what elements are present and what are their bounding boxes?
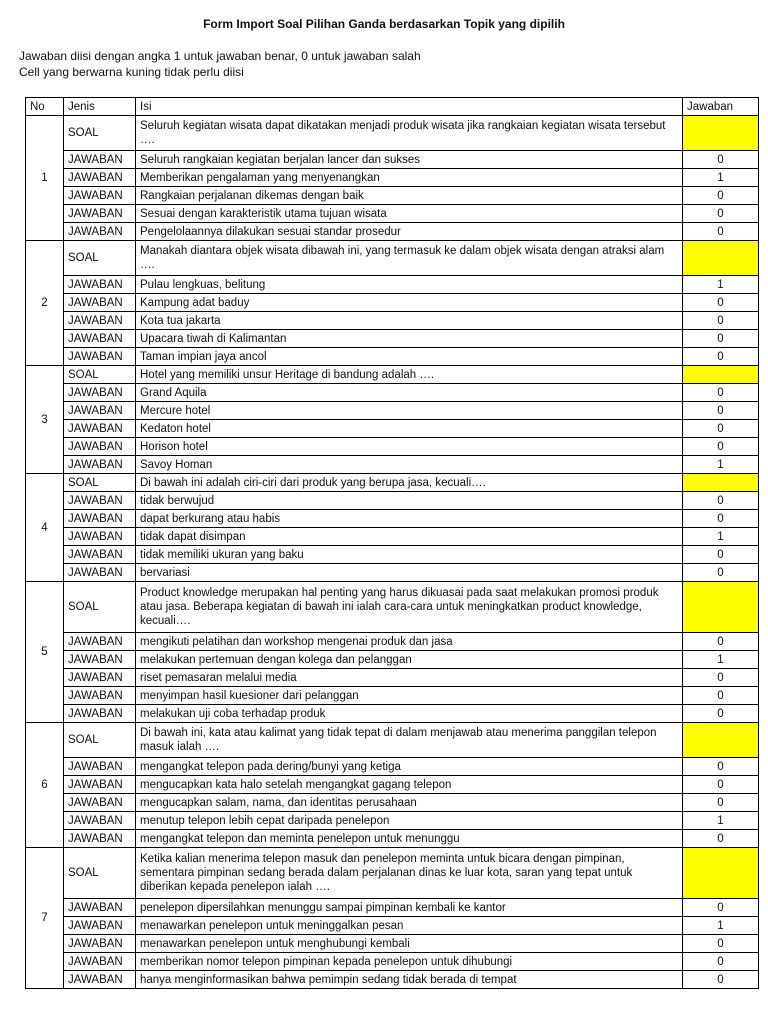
answer-type-label: JAWABAN <box>64 402 136 420</box>
answer-value-cell[interactable]: 1 <box>683 276 759 294</box>
answer-type-label: JAWABAN <box>64 223 136 241</box>
answer-type-label: JAWABAN <box>64 348 136 366</box>
header-jawaban: Jawaban <box>683 98 759 116</box>
answer-type-label: JAWABAN <box>64 953 136 971</box>
question-row <box>26 723 759 758</box>
answer-text-cell[interactable]: Sesuai dengan karakteristik utama tujuan wisata <box>136 205 683 223</box>
question-number: 2 <box>26 241 64 366</box>
answer-text-cell[interactable]: Taman impian jaya ancol <box>136 348 683 366</box>
answer-value-cell[interactable]: 0 <box>683 402 759 420</box>
answer-row <box>26 794 759 812</box>
answer-text-cell[interactable]: melakukan uji coba terhadap produk <box>136 705 683 723</box>
answer-type-label: JAWABAN <box>64 528 136 546</box>
answer-row <box>26 546 759 564</box>
question-table-body <box>26 116 759 989</box>
answer-text-cell[interactable]: riset pemasaran melalui media <box>136 669 683 687</box>
answer-value-cell[interactable]: 0 <box>683 438 759 456</box>
answer-text-cell[interactable]: penelepon dipersilahkan menunggu sampai pimpinan kembali ke kantor <box>136 899 683 917</box>
header-jenis: Jenis <box>64 98 136 116</box>
answer-row <box>26 330 759 348</box>
answer-text-cell[interactable]: Mercure hotel <box>136 402 683 420</box>
question-number: 4 <box>26 474 64 582</box>
answer-value-cell[interactable]: 0 <box>683 633 759 651</box>
instruction-line-1: Jawaban diisi dengan angka 1 untuk jawaban benar, 0 untuk jawaban salah <box>19 49 421 63</box>
question-number: 3 <box>26 366 64 474</box>
answer-type-label: JAWABAN <box>64 456 136 474</box>
document-title: Form Import Soal Pilihan Ganda berdasarkan Topik yang dipilih <box>203 17 565 31</box>
answer-type-label: JAWABAN <box>64 510 136 528</box>
answer-text-cell[interactable]: tidak dapat disimpan <box>136 528 683 546</box>
answer-value-cell[interactable]: 0 <box>683 205 759 223</box>
soal-text-cell[interactable]: Di bawah ini adalah ciri-ciri dari produk yang berupa jasa, kecuali…. <box>136 474 683 492</box>
soal-label: SOAL <box>64 241 136 276</box>
answer-value-cell[interactable]: 0 <box>683 187 759 205</box>
answer-text-cell[interactable]: bervariasi <box>136 564 683 582</box>
answer-type-label: JAWABAN <box>64 330 136 348</box>
answer-value-cell[interactable]: 0 <box>683 330 759 348</box>
answer-text-cell[interactable]: melakukan pertemuan dengan kolega dan pelanggan <box>136 651 683 669</box>
answer-type-label: JAWABAN <box>64 151 136 169</box>
answer-row <box>26 705 759 723</box>
answer-value-cell[interactable]: 0 <box>683 564 759 582</box>
answer-type-label: JAWABAN <box>64 758 136 776</box>
soal-jawaban-cell-disabled <box>683 366 759 384</box>
answer-text-cell[interactable]: Rangkaian perjalanan dikemas dengan baik <box>136 187 683 205</box>
answer-row <box>26 187 759 205</box>
answer-row <box>26 669 759 687</box>
answer-row <box>26 420 759 438</box>
instruction-line-2: Cell yang berwarna kuning tidak perlu diisi <box>19 65 244 79</box>
answer-value-cell[interactable]: 0 <box>683 953 759 971</box>
question-row <box>26 582 759 633</box>
answer-row <box>26 812 759 830</box>
answer-text-cell[interactable]: tidak memiliki ukuran yang baku <box>136 546 683 564</box>
answer-type-label: JAWABAN <box>64 187 136 205</box>
answer-row <box>26 276 759 294</box>
question-number: 7 <box>26 848 64 989</box>
answer-row <box>26 294 759 312</box>
question-row <box>26 848 759 899</box>
answer-row <box>26 776 759 794</box>
answer-text-cell[interactable]: menawarkan penelepon untuk meninggalkan pesan <box>136 917 683 935</box>
answer-value-cell[interactable]: 0 <box>683 492 759 510</box>
answer-value-cell[interactable]: 1 <box>683 812 759 830</box>
soal-jawaban-cell-disabled <box>683 582 759 633</box>
answer-value-cell[interactable]: 0 <box>683 794 759 812</box>
answer-text-cell[interactable]: Savoy Homan <box>136 456 683 474</box>
soal-jawaban-cell-disabled <box>683 241 759 276</box>
answer-value-cell[interactable]: 0 <box>683 705 759 723</box>
answer-value-cell[interactable]: 1 <box>683 169 759 187</box>
answer-type-label: JAWABAN <box>64 546 136 564</box>
answer-value-cell[interactable]: 1 <box>683 528 759 546</box>
answer-row <box>26 917 759 935</box>
answer-row <box>26 528 759 546</box>
answer-value-cell[interactable]: 0 <box>683 420 759 438</box>
answer-value-cell[interactable]: 0 <box>683 935 759 953</box>
question-row <box>26 366 759 384</box>
answer-type-label: JAWABAN <box>64 935 136 953</box>
soal-text-cell[interactable]: Seluruh kegiatan wisata dapat dikatakan menjadi produk wisata jika rangkaian kegiatan wisata tersebut …. <box>136 116 683 151</box>
answer-text-cell[interactable]: Memberikan pengalaman yang menyenangkan <box>136 169 683 187</box>
answer-value-cell[interactable]: 1 <box>683 651 759 669</box>
answer-text-cell[interactable]: Grand Aquila <box>136 384 683 402</box>
soal-text-cell[interactable]: Di bawah ini, kata atau kalimat yang tidak tepat di dalam menjawab atau menerima panggilan telepon masuk ialah …. <box>136 723 683 758</box>
answer-type-label: JAWABAN <box>64 312 136 330</box>
soal-text-cell[interactable]: Manakah diantara objek wisata dibawah ini, yang termasuk ke dalam objek wisata dengan atraksi alam …. <box>136 241 683 276</box>
answer-value-cell[interactable]: 0 <box>683 758 759 776</box>
soal-jawaban-cell-disabled <box>683 474 759 492</box>
answer-type-label: JAWABAN <box>64 492 136 510</box>
answer-type-label: JAWABAN <box>64 776 136 794</box>
answer-text-cell[interactable]: Kampung adat baduy <box>136 294 683 312</box>
answer-row <box>26 971 759 989</box>
soal-label: SOAL <box>64 848 136 899</box>
soal-jawaban-cell-disabled <box>683 116 759 151</box>
soal-label: SOAL <box>64 723 136 758</box>
soal-text-cell[interactable]: Hotel yang memiliki unsur Heritage di bandung adalah …. <box>136 366 683 384</box>
question-row <box>26 116 759 151</box>
question-row <box>26 241 759 276</box>
question-table <box>25 97 759 989</box>
answer-text-cell[interactable]: Kota tua jakarta <box>136 312 683 330</box>
answer-value-cell[interactable]: 0 <box>683 971 759 989</box>
question-number: 5 <box>26 582 64 723</box>
answer-row <box>26 510 759 528</box>
answer-text-cell[interactable]: Horison hotel <box>136 438 683 456</box>
answer-row <box>26 205 759 223</box>
answer-value-cell[interactable]: 0 <box>683 687 759 705</box>
answer-value-cell[interactable]: 0 <box>683 348 759 366</box>
answer-text-cell[interactable]: Upacara tiwah di Kalimantan <box>136 330 683 348</box>
answer-type-label: JAWABAN <box>64 651 136 669</box>
answer-text-cell[interactable]: tidak berwujud <box>136 492 683 510</box>
answer-type-label: JAWABAN <box>64 169 136 187</box>
answer-row <box>26 384 759 402</box>
question-row <box>26 474 759 492</box>
answer-value-cell[interactable]: 0 <box>683 223 759 241</box>
answer-row <box>26 223 759 241</box>
answer-value-cell[interactable]: 0 <box>683 294 759 312</box>
soal-label: SOAL <box>64 582 136 633</box>
answer-text-cell[interactable]: menawarkan penelepon untuk menghubungi kembali <box>136 935 683 953</box>
answer-value-cell[interactable]: 0 <box>683 546 759 564</box>
answer-row <box>26 564 759 582</box>
answer-text-cell[interactable]: mengangkat telepon dan meminta penelepon untuk menunggu <box>136 830 683 848</box>
answer-text-cell[interactable]: mengangkat telepon pada dering/bunyi yang ketiga <box>136 758 683 776</box>
answer-value-cell[interactable]: 0 <box>683 384 759 402</box>
answer-text-cell[interactable]: hanya menginformasikan bahwa pemimpin sedang tidak berada di tempat <box>136 971 683 989</box>
answer-text-cell[interactable]: Pengelolaannya dilakukan sesuai standar prosedur <box>136 223 683 241</box>
answer-text-cell[interactable]: mengucapkan salam, nama, dan identitas perusahaan <box>136 794 683 812</box>
answer-type-label: JAWABAN <box>64 384 136 402</box>
answer-row <box>26 402 759 420</box>
table-header-row <box>26 98 759 116</box>
answer-type-label: JAWABAN <box>64 794 136 812</box>
answer-type-label: JAWABAN <box>64 294 136 312</box>
answer-type-label: JAWABAN <box>64 830 136 848</box>
answer-row <box>26 899 759 917</box>
answer-value-cell[interactable]: 0 <box>683 312 759 330</box>
answer-type-label: JAWABAN <box>64 687 136 705</box>
answer-value-cell[interactable]: 0 <box>683 776 759 794</box>
answer-value-cell[interactable]: 0 <box>683 899 759 917</box>
answer-type-label: JAWABAN <box>64 420 136 438</box>
question-number: 1 <box>26 116 64 241</box>
answer-type-label: JAWABAN <box>64 276 136 294</box>
answer-row <box>26 456 759 474</box>
header-isi: Isi <box>136 98 683 116</box>
answer-row <box>26 758 759 776</box>
answer-row <box>26 687 759 705</box>
answer-row <box>26 935 759 953</box>
answer-value-cell[interactable]: 1 <box>683 456 759 474</box>
answer-value-cell[interactable]: 0 <box>683 830 759 848</box>
answer-value-cell[interactable]: 0 <box>683 669 759 687</box>
answer-type-label: JAWABAN <box>64 438 136 456</box>
answer-value-cell[interactable]: 0 <box>683 510 759 528</box>
soal-jawaban-cell-disabled <box>683 848 759 899</box>
soal-text-cell[interactable]: Ketika kalian menerima telepon masuk dan penelepon meminta untuk bicara dengan pimpinan, sementara pimpinan sedang berada dalam perjalanan dinas ke luar kota, saran yang tepat untuk diberikan kepada penelepon ialah …. <box>136 848 683 899</box>
answer-type-label: JAWABAN <box>64 971 136 989</box>
answer-text-cell[interactable]: mengucapkan kata halo setelah mengangkat gagang telepon <box>136 776 683 794</box>
answer-text-cell[interactable]: dapat berkurang atau habis <box>136 510 683 528</box>
answer-row <box>26 312 759 330</box>
soal-label: SOAL <box>64 366 136 384</box>
answer-value-cell[interactable]: 0 <box>683 151 759 169</box>
answer-type-label: JAWABAN <box>64 564 136 582</box>
header-no: No <box>26 98 64 116</box>
answer-text-cell[interactable]: memberikan nomor telepon pimpinan kepada penelepon untuk dihubungi <box>136 953 683 971</box>
answer-row <box>26 830 759 848</box>
answer-text-cell[interactable]: Seluruh rangkaian kegiatan berjalan lancer dan sukses <box>136 151 683 169</box>
answer-text-cell[interactable]: Kedaton hotel <box>136 420 683 438</box>
answer-row <box>26 348 759 366</box>
answer-text-cell[interactable]: menutup telepon lebih cepat daripada penelepon <box>136 812 683 830</box>
answer-type-label: JAWABAN <box>64 812 136 830</box>
question-number: 6 <box>26 723 64 848</box>
answer-text-cell[interactable]: menyimpan hasil kuesioner dari pelanggan <box>136 687 683 705</box>
soal-text-cell[interactable]: Product knowledge merupakan hal penting yang harus dikuasai pada saat melakukan promosi produk atau jasa. Beberapa kegiatan di bawah ini ialah cara-cara untuk meningkatkan product knowledge, kecuali…. <box>136 582 683 633</box>
soal-label: SOAL <box>64 474 136 492</box>
answer-row <box>26 438 759 456</box>
answer-type-label: JAWABAN <box>64 899 136 917</box>
answer-row <box>26 151 759 169</box>
soal-jawaban-cell-disabled <box>683 723 759 758</box>
answer-value-cell[interactable]: 1 <box>683 917 759 935</box>
answer-type-label: JAWABAN <box>64 633 136 651</box>
answer-type-label: JAWABAN <box>64 669 136 687</box>
answer-text-cell[interactable]: mengikuti pelatihan dan workshop mengenai produk dan jasa <box>136 633 683 651</box>
answer-row <box>26 953 759 971</box>
answer-type-label: JAWABAN <box>64 705 136 723</box>
answer-text-cell[interactable]: Pulau lengkuas, belitung <box>136 276 683 294</box>
answer-row <box>26 651 759 669</box>
soal-label: SOAL <box>64 116 136 151</box>
answer-type-label: JAWABAN <box>64 205 136 223</box>
answer-row <box>26 633 759 651</box>
answer-row <box>26 492 759 510</box>
answer-row <box>26 169 759 187</box>
answer-type-label: JAWABAN <box>64 917 136 935</box>
